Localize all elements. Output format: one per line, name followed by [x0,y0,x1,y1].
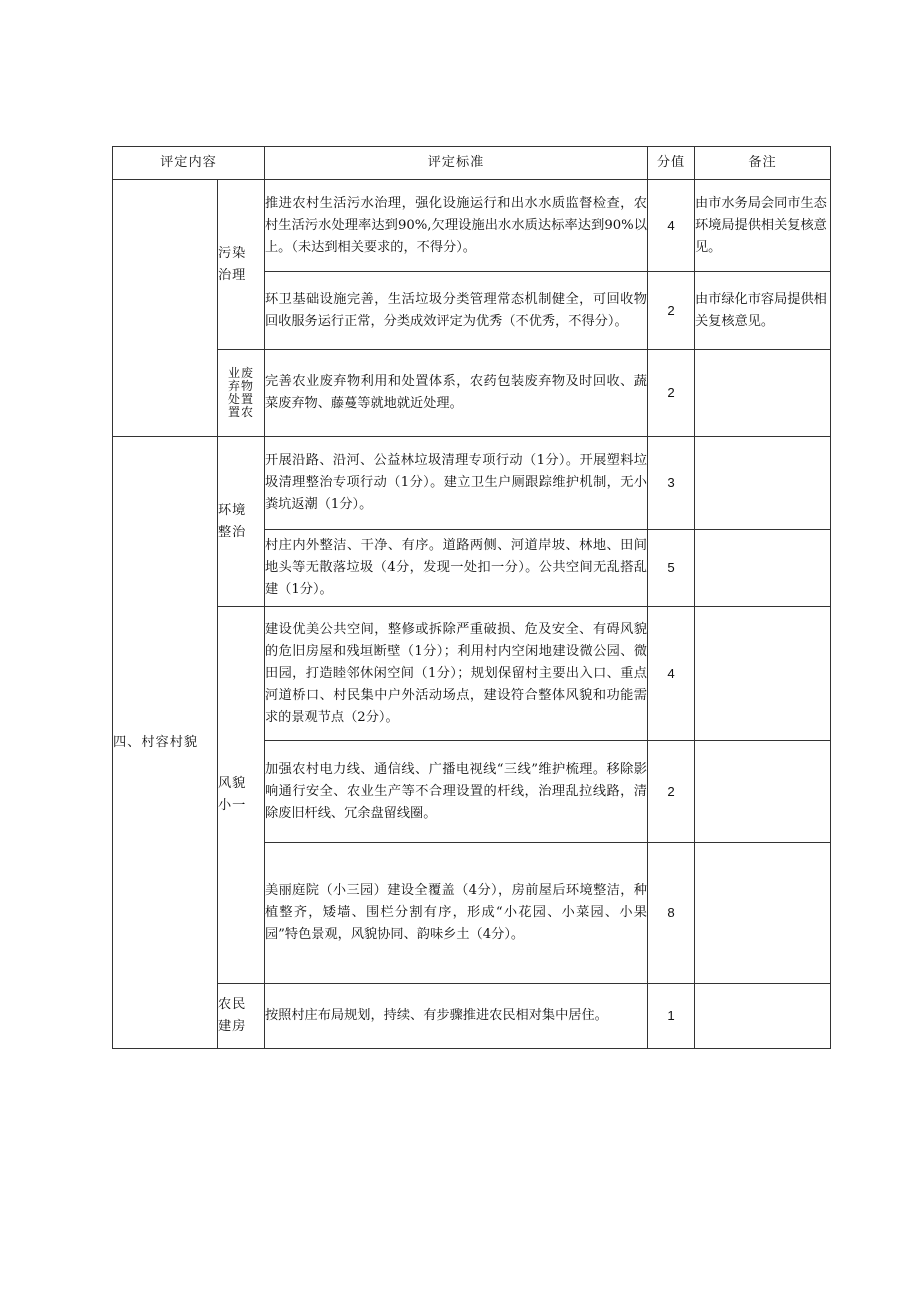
subcategory-landscape: 风貌小一 [218,607,265,984]
subcategory-housing: 农民建房 [218,984,265,1049]
score-cell: 2 [648,741,695,843]
note-cell [695,607,831,741]
note-cell [695,530,831,607]
category-cell-previous [113,180,218,437]
standard-cell: 开展沿路、沿河、公益林垃圾清理专项行动（1分）。开展塑料垃圾清理整治专项行动（1分）。建立卫生户厕跟踪维护机制，无小粪坑返潮（1分）。 [265,437,648,530]
table-header-row [113,147,831,180]
category-village-appearance: 四、村容村貌 [113,437,218,1049]
score-cell: 4 [648,180,695,272]
score-cell: 1 [648,984,695,1049]
table-row [113,984,831,1049]
standard-cell: 环卫基础设施完善，生活垃圾分类管理常态机制健全，可回收物回收服务运行正常，分类成效评定为优秀（不优秀，不得分）。 [265,272,648,350]
evaluation-table [112,146,831,1049]
header-note: 备注 [695,147,831,180]
note-cell [695,984,831,1049]
subcategory-agri-waste: 业废弃物处置置农 [218,350,265,437]
standard-cell: 完善农业废弃物利用和处置体系，农药包装废弃物及时回收、蔬菜废弃物、藤蔓等就地就近处理。 [265,350,648,437]
note-cell: 由市绿化市容局提供相关复核意见。 [695,272,831,350]
note-cell [695,437,831,530]
score-cell: 2 [648,272,695,350]
table-row [113,437,831,530]
note-cell [695,741,831,843]
standard-cell: 按照村庄布局规划，持续、有步骤推进农民相对集中居住。 [265,984,648,1049]
standard-cell: 美丽庭院（小三园）建设全覆盖（4分），房前屋后环境整洁，种植整齐，矮墙、围栏分割有序，形成“小花园、小菜园、小果园”特色景观，风貌协同、韵味乡土（4分）。 [265,843,648,984]
table-row [113,180,831,272]
header-standard: 评定标准 [265,147,648,180]
note-cell: 由市水务局会同市生态环境局提供相关复核意见。 [695,180,831,272]
standard-cell: 加强农村电力线、通信线、广播电视线“三线”维护梳理。移除影响通行安全、农业生产等不合理设置的杆线，治理乱拉线路，清除废旧杆线、冗余盘留线圈。 [265,741,648,843]
table-row [113,607,831,741]
score-cell: 5 [648,530,695,607]
table-row [113,350,831,437]
subcategory-pollution: 污染治理 [218,180,265,350]
score-cell: 8 [648,843,695,984]
note-cell [695,843,831,984]
score-cell: 4 [648,607,695,741]
note-cell [695,350,831,437]
header-content: 评定内容 [113,147,265,180]
standard-cell: 村庄内外整洁、干净、有序。道路两侧、河道岸坡、林地、田间地头等无散落垃圾（4分，发现一处扣一分）。公共空间无乱搭乱建（1分）。 [265,530,648,607]
subcategory-environment: 环境整治 [218,437,265,607]
score-cell: 2 [648,350,695,437]
standard-cell: 建设优美公共空间，整修或拆除严重破损、危及安全、有碍风貌的危旧房屋和残垣断壁（1分）；利用村内空闲地建设微公园、微田园，打造睦邻休闲空间（1分）；规划保留村主要出入口、重点河道桥口、村民集中户外活动场点，建设符合整体风貌和功能需求的景观节点（2分）。 [265,607,648,741]
score-cell: 3 [648,437,695,530]
header-score: 分值 [648,147,695,180]
standard-cell: 推进农村生活污水治理，强化设施运行和出水水质监督检查，农村生活污水处理率达到90%,欠理设施出水水质达标率达到90%以上。（未达到相关要求的，不得分）。 [265,180,648,272]
